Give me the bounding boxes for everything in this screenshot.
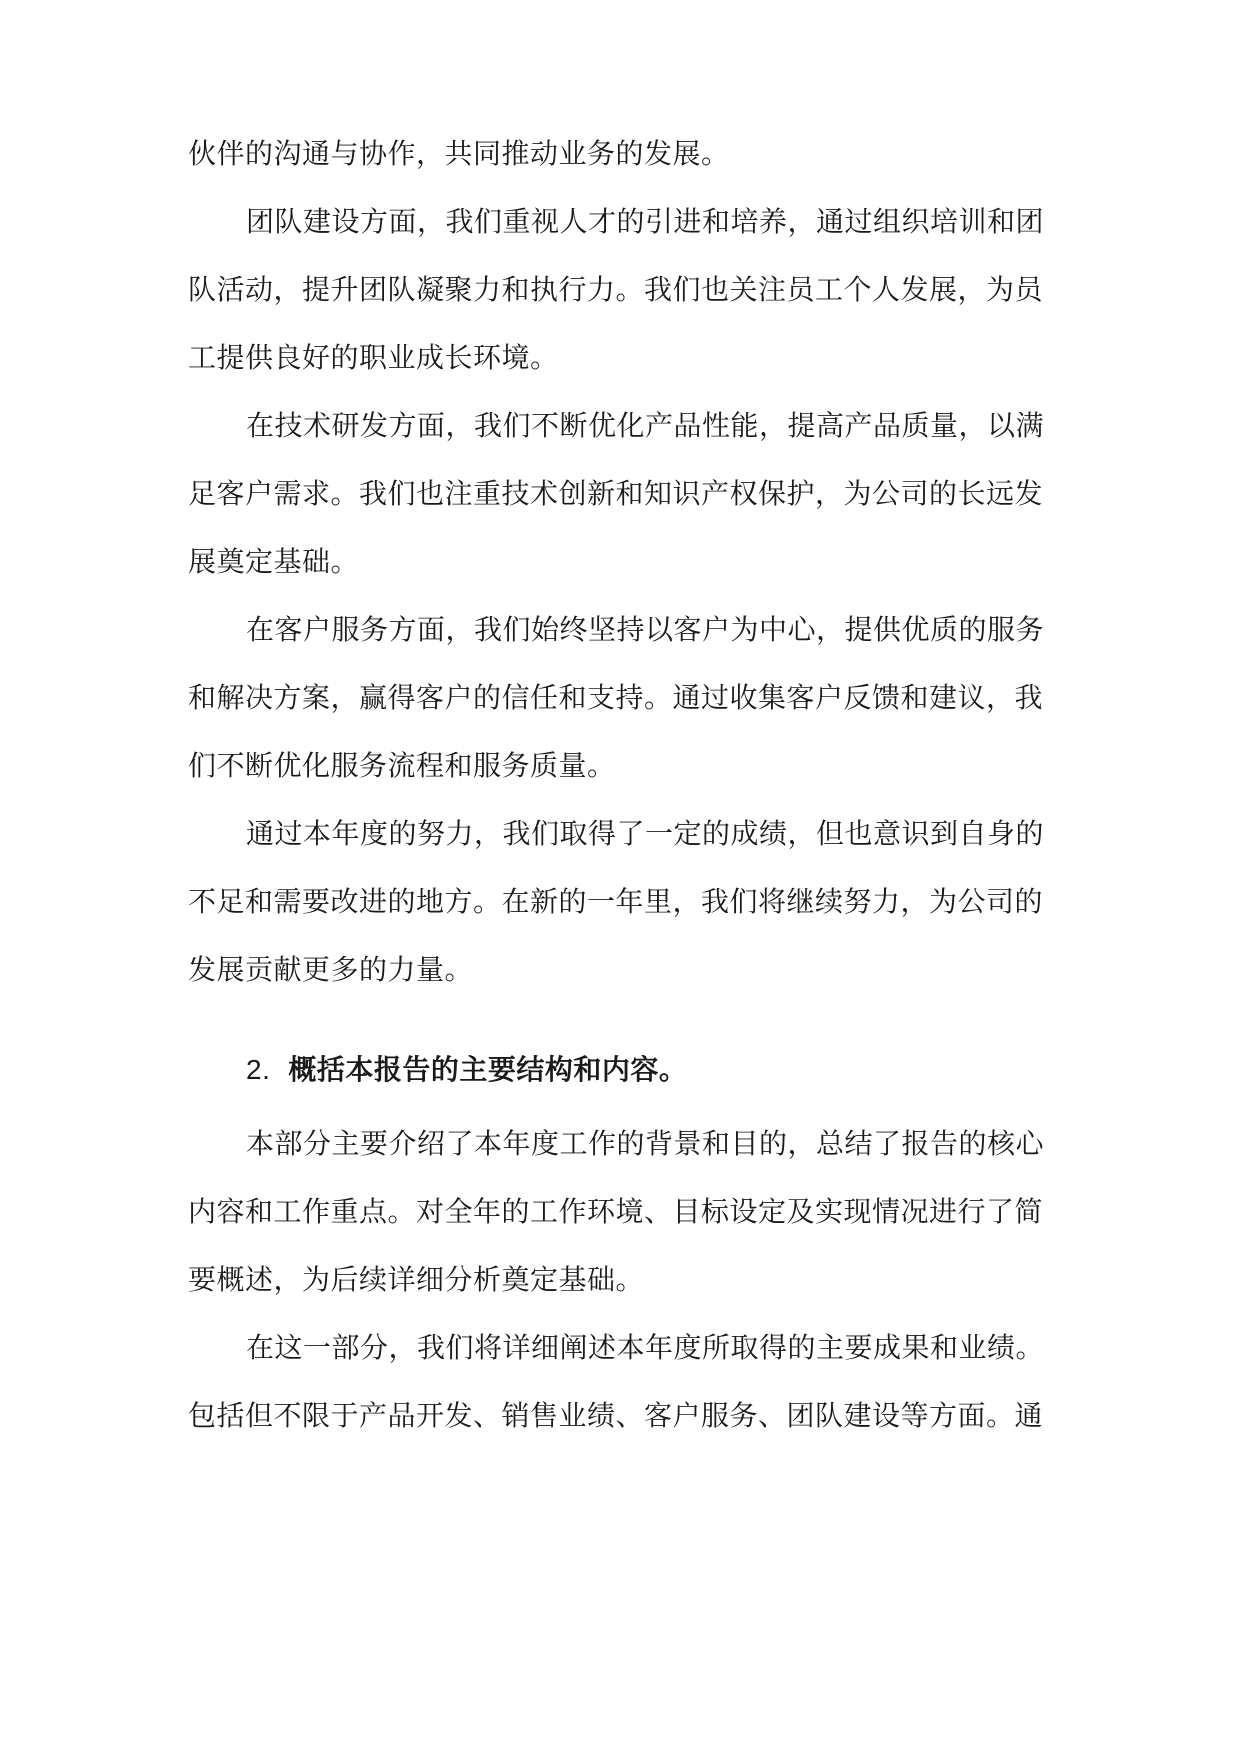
paragraph-line: 包括但不限于产品开发、销售业绩、客户服务、团队建设等方面。通 (188, 1399, 1044, 1432)
section-heading (246, 1050, 687, 1090)
paragraph-line: 展奠定基础。 (188, 545, 360, 578)
paragraph-line: 在客户服务方面，我们始终坚持以客户为中心，提供优质的服务 (246, 613, 1045, 646)
paragraph-line: 伙伴的沟通与协作，共同推动业务的发展。 (188, 137, 730, 170)
paragraph-line: 通过本年度的努力，我们取得了一定的成绩，但也意识到自身的 (246, 817, 1045, 850)
paragraph-line: 在这一部分，我们将详细阐述本年度所取得的主要成果和业绩。 (246, 1331, 1045, 1364)
paragraph-line: 队活动，提升团队凝聚力和执行力。我们也关注员工个人发展，为员 (188, 273, 1044, 306)
paragraph-line: 内容和工作重点。对全年的工作环境、目标设定及实现情况进行了简 (188, 1195, 1044, 1228)
paragraph-line: 在技术研发方面，我们不断优化产品性能，提高产品质量，以满 (246, 409, 1045, 442)
paragraph-line: 团队建设方面，我们重视人才的引进和培养，通过组织培训和团 (246, 205, 1045, 238)
paragraph-line: 足客户需求。我们也注重技术创新和知识产权保护，为公司的长远发 (188, 477, 1044, 510)
section-number: 2. (246, 1054, 271, 1085)
section-title: 概括本报告的主要结构和内容。 (288, 1053, 688, 1086)
paragraph-line: 不足和需要改进的地方。在新的一年里，我们将继续努力，为公司的 (188, 885, 1044, 918)
paragraph-line: 本部分主要介绍了本年度工作的背景和目的，总结了报告的核心 (246, 1127, 1045, 1160)
paragraph-line: 和解决方案，赢得客户的信任和支持。通过收集客户反馈和建议，我 (188, 681, 1044, 714)
paragraph-line: 发展贡献更多的力量。 (188, 953, 474, 986)
paragraph-line: 们不断优化服务流程和服务质量。 (188, 749, 616, 782)
paragraph-line: 要概述，为后续详细分析奠定基础。 (188, 1263, 645, 1296)
paragraph-line: 工提供良好的职业成长环境。 (188, 341, 559, 374)
